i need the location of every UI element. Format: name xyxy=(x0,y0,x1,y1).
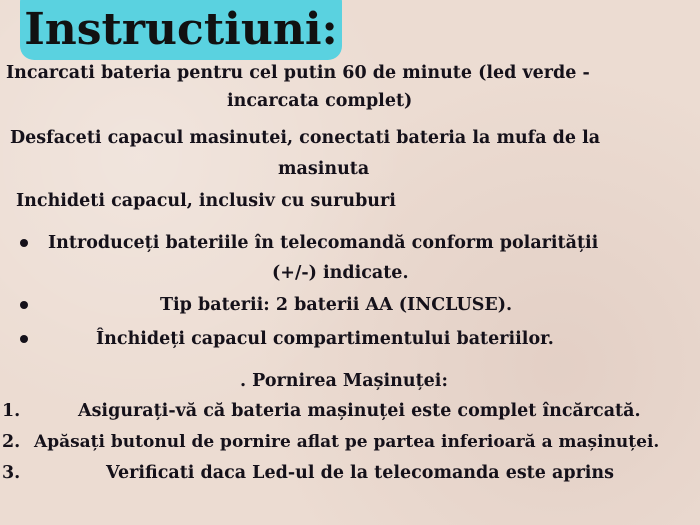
bullet-3-text: Închideți capacul compartimentului bateriilor. xyxy=(96,329,554,349)
intro-line-2: incarcata complet) xyxy=(227,91,413,111)
bullet-3-dot xyxy=(20,335,28,343)
intro-line-3: Desfaceti capacul masinutei, conectati bateria la mufa de la xyxy=(10,128,601,148)
intro-line-1: Incarcati bateria pentru cel putin 60 de minute (led verde - xyxy=(6,63,590,83)
step-2-text: Apăsați butonul de pornire aflat pe partea inferioară a mașinuței. xyxy=(34,432,660,452)
step-3-number: 3. xyxy=(2,463,21,483)
step-1-text: Asigurați-vă că bateria mașinuței este complet încărcată. xyxy=(78,401,641,421)
intro-line-5: Inchideti capacul, inclusiv cu suruburi xyxy=(16,191,396,211)
step-3-text: Verificati daca Led-ul de la telecomanda este aprins xyxy=(106,463,615,483)
bullet-2-text: Tip baterii: 2 baterii AA (INCLUSE). xyxy=(160,295,513,315)
bullet-1-dot xyxy=(20,239,28,247)
page-title: Instructiuni: xyxy=(24,4,338,55)
step-1-number: 1. xyxy=(2,401,21,421)
bullet-1-text-a: Introduceți bateriile în telecomandă conform polarității xyxy=(48,233,599,253)
start-heading: . Pornirea Mașinuței: xyxy=(240,371,448,391)
title-box xyxy=(20,0,342,60)
step-2-number: 2. xyxy=(2,432,21,452)
intro-line-4: masinuta xyxy=(278,159,370,179)
bullet-2-dot xyxy=(20,301,28,309)
bullet-1-text-b: (+/-) indicate. xyxy=(272,263,409,283)
